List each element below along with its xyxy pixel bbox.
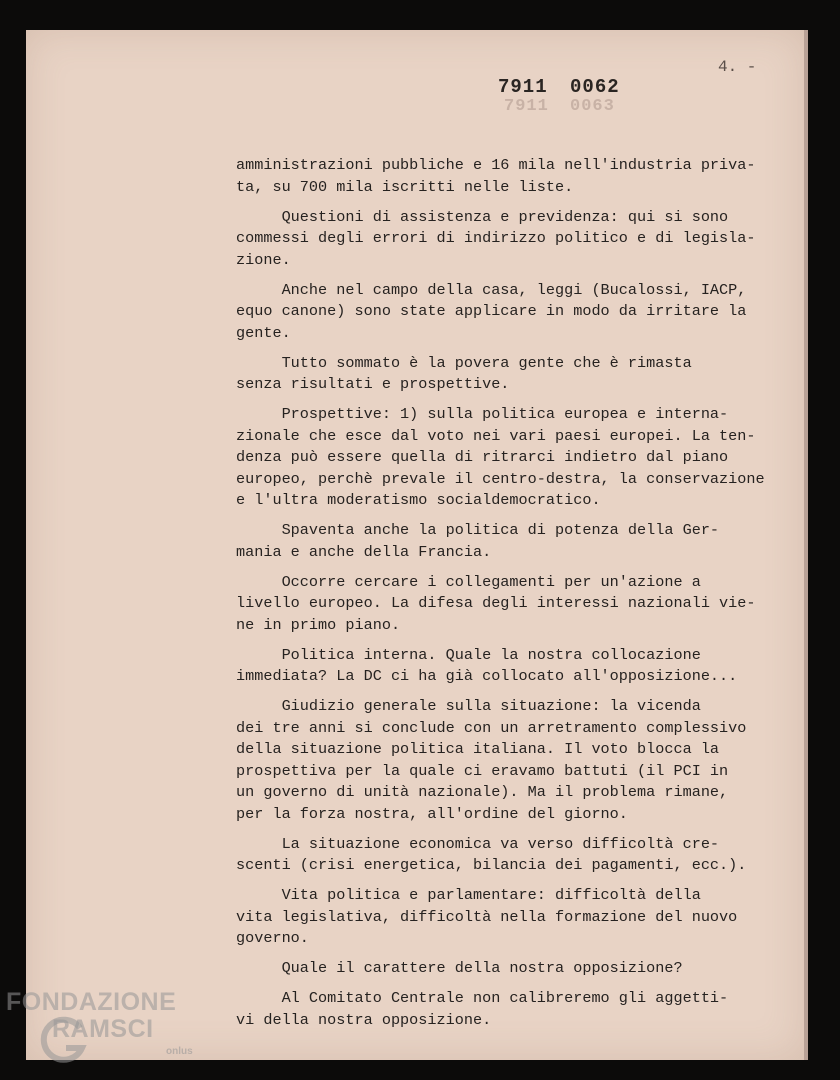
text-line: Spaventa anche la politica di potenza della Ger-	[236, 521, 720, 539]
text-line: Vita politica e parlamentare: difficoltà della	[236, 886, 701, 904]
watermark-line-2: RAMSCI	[52, 1015, 154, 1043]
text-line: scenti (crisi energetica, bilancia dei pagamenti, ecc.).	[236, 856, 747, 874]
text-line: prospettiva per la quale ci eravamo battuti (il PCI in	[236, 761, 729, 780]
text-line: Politica interna. Quale la nostra collocazione	[236, 645, 701, 664]
text-line: Tutto sommato è la povera gente che è rimasta	[236, 353, 692, 372]
text-line: commessi degli errori di indirizzo politico e di legisla-	[236, 229, 756, 247]
text-line: livello europeo. La difesa degli interessi nazionali vie-	[236, 594, 756, 612]
text-line: amministrazioni pubbliche e 16 mila nell'industria priva-	[236, 156, 756, 174]
paragraph	[236, 834, 796, 877]
paragraph	[236, 155, 796, 198]
text-line: gente.	[236, 323, 291, 342]
page-number: 4. -	[718, 58, 757, 76]
text-line: per la forza nostra, all'ordine del giorno.	[236, 804, 628, 823]
paragraph	[236, 207, 796, 272]
paragraph	[236, 572, 796, 637]
text-line: denza può essere quella di ritrarci indietro dal piano	[236, 448, 729, 466]
paragraph	[236, 404, 796, 512]
text-line: Quale il carattere della nostra opposizione?	[236, 959, 683, 977]
paragraph	[236, 353, 796, 396]
text-line: vi della nostra opposizione.	[236, 1010, 492, 1029]
document-id: 7911 0062	[498, 76, 620, 98]
text-line: Prospettive: 1) sulla politica europea e interna-	[236, 405, 729, 423]
paragraph	[236, 988, 796, 1031]
text-line: della situazione politica italiana. Il voto blocca la	[236, 740, 720, 758]
text-line: europeo, perchè prevale il centro-destra, la conservazione	[236, 469, 765, 488]
text-line: Anche nel campo della casa, leggi (Bucalossi, IACP,	[236, 280, 747, 299]
text-line: ne in primo piano.	[236, 615, 401, 634]
document-body	[236, 155, 796, 1040]
text-line: Giudizio generale sulla situazione: la vicenda	[236, 697, 701, 715]
paragraph	[236, 280, 796, 345]
text-line: senza risultati e prospettive.	[236, 375, 510, 393]
text-line: equo canone) sono state applicare in modo da irritare la	[236, 302, 747, 320]
text-line: vita legislativa, difficoltà nella formazione del nuovo	[236, 907, 738, 926]
text-line: mania e anche della Francia.	[236, 542, 492, 561]
text-line: e l'ultra moderatismo socialdemocratico.	[236, 491, 601, 509]
paragraph	[236, 645, 796, 688]
text-line: zione.	[236, 250, 291, 269]
page-edge	[804, 30, 808, 1060]
fondazione-gramsci-watermark	[6, 988, 216, 1068]
text-line: ta, su 700 mila iscritti nelle liste.	[236, 177, 574, 196]
document-id-ghost: 7911 0063	[504, 97, 615, 116]
text-line: governo.	[236, 929, 309, 947]
text-line: Al Comitato Centrale non calibreremo gli aggetti-	[236, 989, 729, 1007]
text-line: Questioni di assistenza e previdenza: qui si sono	[236, 207, 729, 226]
watermark-suffix: onlus	[166, 1046, 193, 1057]
text-line: La situazione economica va verso difficoltà cre-	[236, 834, 720, 853]
paragraph	[236, 958, 796, 980]
text-line: Occorre cercare i collegamenti per un'azione a	[236, 572, 701, 591]
paragraph	[236, 520, 796, 563]
text-line: immediata? La DC ci ha già collocato all'opposizione...	[236, 667, 738, 685]
paragraph	[236, 696, 796, 825]
text-line: zionale che esce dal voto nei vari paesi europei. La ten-	[236, 426, 756, 445]
text-line: un governo di unità nazionale). Ma il problema rimane,	[236, 783, 729, 801]
text-line: dei tre anni si conclude con un arretramento complessivo	[236, 718, 747, 737]
paragraph	[236, 885, 796, 950]
watermark-line-1: FONDAZIONE	[6, 988, 177, 1016]
